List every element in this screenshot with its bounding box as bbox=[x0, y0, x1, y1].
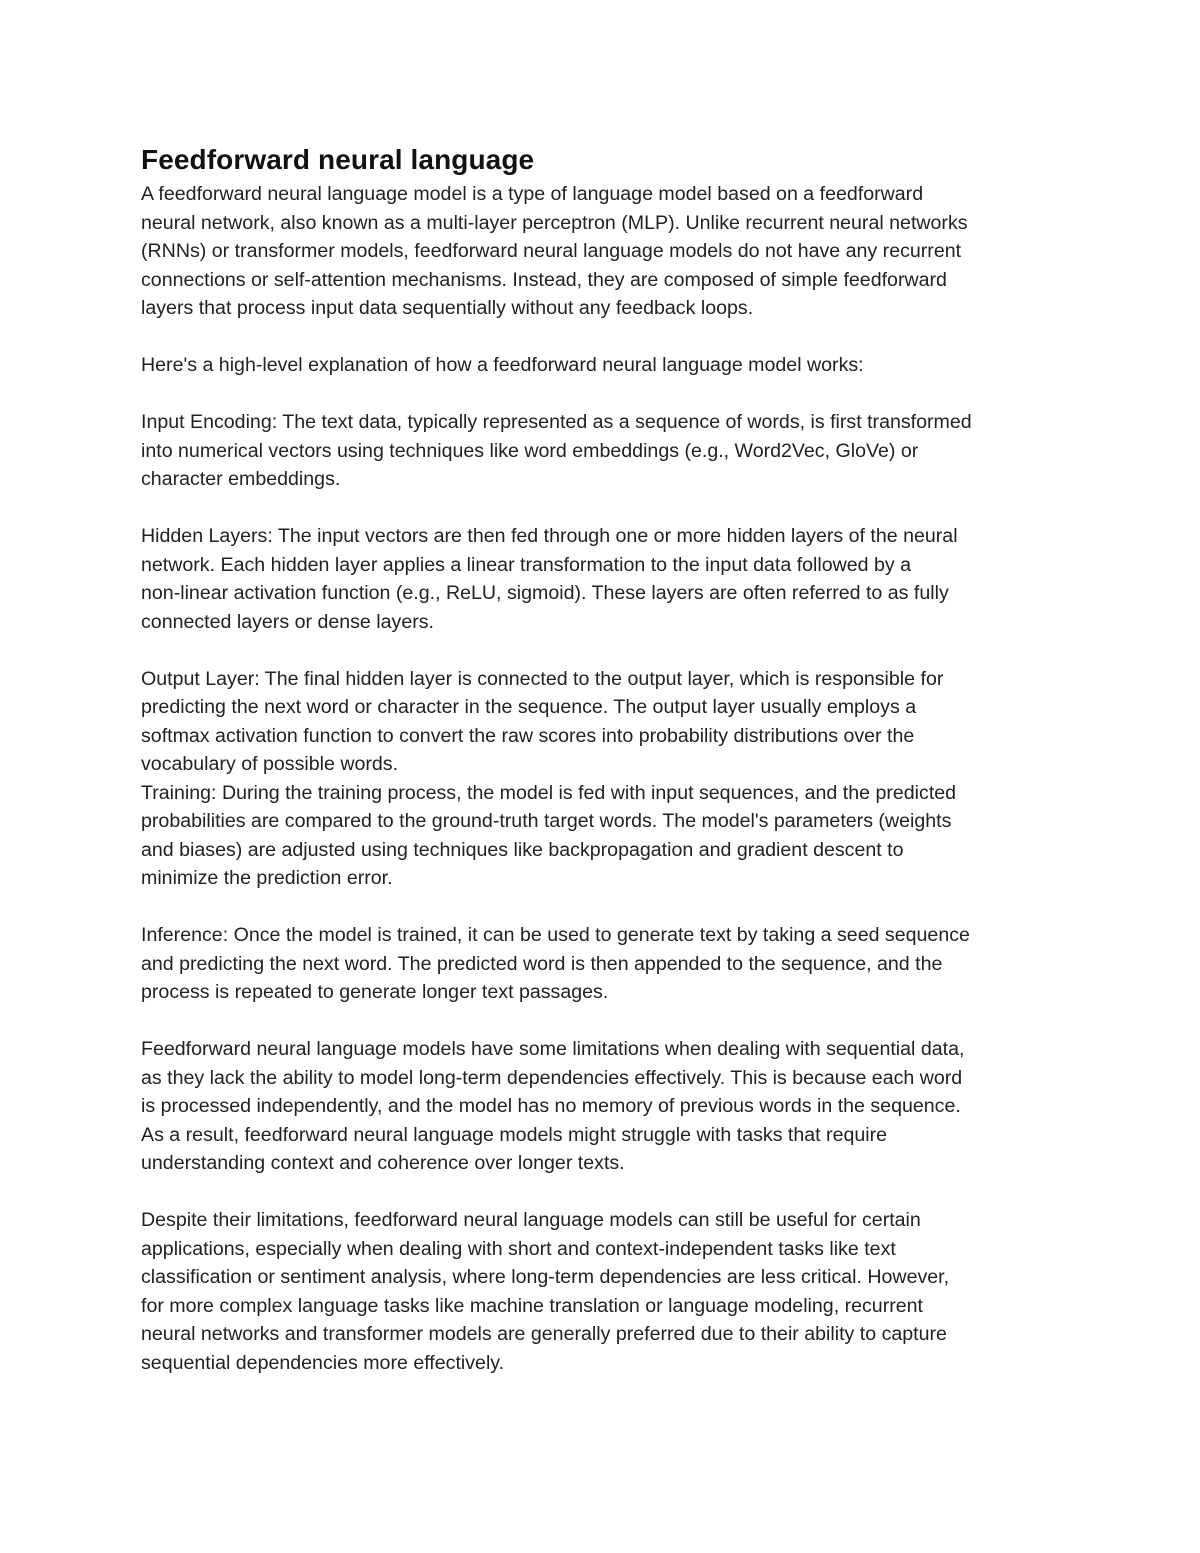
document-content bbox=[141, 140, 1061, 1377]
paragraph-gap bbox=[141, 494, 1061, 523]
document-body bbox=[141, 180, 1061, 1377]
text-line: classification or sentiment analysis, where long-term dependencies are less critical. However, bbox=[141, 1266, 950, 1288]
text-line: Input Encoding: The text data, typically represented as a sequence of words, is first transformed bbox=[141, 411, 972, 433]
text-line: minimize the prediction error. bbox=[141, 867, 393, 889]
paragraph-inference bbox=[141, 921, 1061, 1007]
text-line: vocabulary of possible words. bbox=[141, 753, 399, 775]
paragraph-hidden-layers bbox=[141, 522, 1061, 636]
text-line: network. Each hidden layer applies a linear transformation to the input data followed by a bbox=[141, 553, 912, 576]
text-line: and biases) are adjusted using techniques like backpropagation and gradient descent to bbox=[141, 838, 904, 861]
paragraph-gap bbox=[141, 1007, 1061, 1036]
text-line: Despite their limitations, feedforward neural language models can still be useful for certain bbox=[141, 1209, 921, 1231]
text-line: for more complex language tasks like machine translation or language modeling, recurrent bbox=[141, 1294, 923, 1317]
text-line: softmax activation function to convert the raw scores into probability distributions over the bbox=[141, 724, 915, 747]
paragraph-input-encoding bbox=[141, 408, 1061, 494]
document-title: Feedforward neural language bbox=[141, 144, 535, 175]
text-line: connections or self-attention mechanisms. Instead, they are composed of simple feedforward bbox=[141, 268, 947, 291]
text-line: neural networks and transformer models are generally preferred due to their ability to capture bbox=[141, 1323, 947, 1345]
paragraph-intro bbox=[141, 180, 1061, 323]
text-line: predicting the next word or character in the sequence. The output layer usually employs a bbox=[141, 696, 917, 718]
paragraph-conclusion bbox=[141, 1206, 1061, 1377]
text-line: character embeddings. bbox=[141, 468, 341, 490]
text-line: neural network, also known as a multi-layer perceptron (MLP). Unlike recurrent neural networks bbox=[141, 211, 968, 234]
text-line: Output Layer: The final hidden layer is connected to the output layer, which is responsible for bbox=[141, 667, 944, 690]
text-line: process is repeated to generate longer text passages. bbox=[141, 981, 609, 1003]
paragraph-gap bbox=[141, 1178, 1061, 1207]
text-line: connected layers or dense layers. bbox=[141, 610, 434, 633]
paragraph-output-training bbox=[141, 665, 1061, 893]
text-line: and predicting the next word. The predicted word is then appended to the sequence, and the bbox=[141, 952, 943, 975]
paragraph-gap bbox=[141, 323, 1061, 352]
paragraph-gap bbox=[141, 380, 1061, 409]
text-line: understanding context and coherence over longer texts. bbox=[141, 1152, 625, 1174]
text-line: into numerical vectors using techniques like word embeddings (e.g., Word2Vec, GloVe) or bbox=[141, 439, 919, 462]
text-line: (RNNs) or transformer models, feedforward neural language models do not have any recurrent bbox=[141, 240, 962, 262]
text-line: As a result, feedforward neural language models might struggle with tasks that require bbox=[141, 1123, 888, 1146]
text-line: Feedforward neural language models have some limitations when dealing with sequential data, bbox=[141, 1038, 965, 1060]
text-line: A feedforward neural language model is a type of language model based on a feedforward bbox=[141, 183, 924, 205]
text-line: sequential dependencies more effectively. bbox=[141, 1351, 505, 1374]
text-line: probabilities are compared to the ground-truth target words. The model's parameters (weights bbox=[141, 810, 952, 832]
text-line: Training: During the training process, the model is fed with input sequences, and the predicted bbox=[141, 781, 957, 804]
text-line: Here's a high-level explanation of how a feedforward neural language model works: bbox=[141, 354, 864, 376]
paragraph-limitations bbox=[141, 1035, 1061, 1178]
text-line: Hidden Layers: The input vectors are then fed through one or more hidden layers of the neural bbox=[141, 525, 958, 547]
paragraph-gap bbox=[141, 893, 1061, 922]
text-line: non-linear activation function (e.g., ReLU, sigmoid). These layers are often referred to as fully bbox=[141, 582, 949, 604]
text-line: applications, especially when dealing with short and context-independent tasks like text bbox=[141, 1237, 896, 1260]
text-line: is processed independently, and the model has no memory of previous words in the sequence. bbox=[141, 1095, 961, 1117]
paragraph-gap bbox=[141, 636, 1061, 665]
text-line: as they lack the ability to model long-term dependencies effectively. This is because each word bbox=[141, 1066, 963, 1089]
paragraph-overview bbox=[141, 351, 1061, 380]
text-line: layers that process input data sequentially without any feedback loops. bbox=[141, 297, 754, 319]
text-line: Inference: Once the model is trained, it can be used to generate text by taking a seed sequence bbox=[141, 924, 970, 946]
